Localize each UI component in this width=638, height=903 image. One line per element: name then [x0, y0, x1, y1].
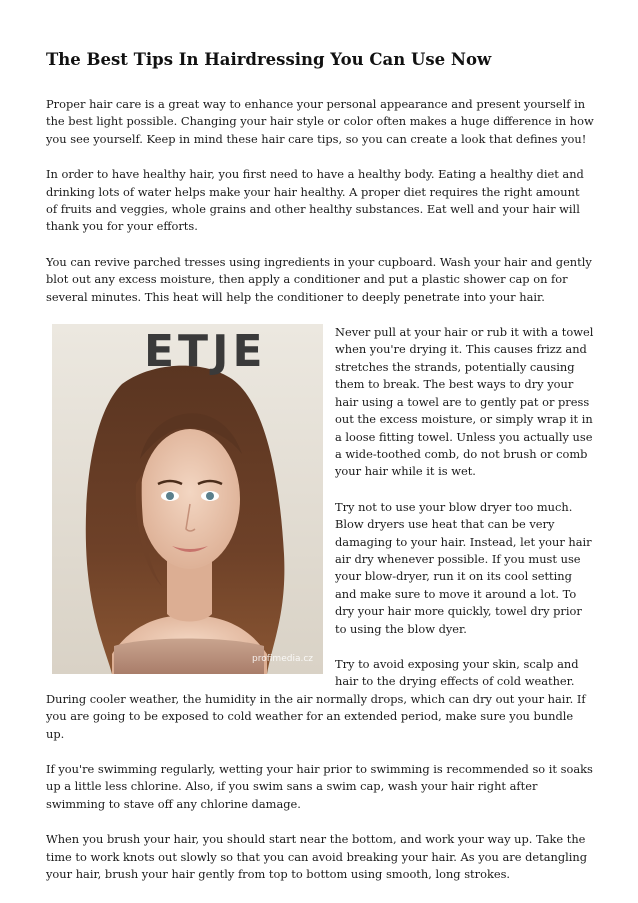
paragraph-brushing: When you brush your hair, you should start near the bottom, and work your way up. Take the time to work knots out slowly so that you can avoid breaking your hair. As you are detangling your hair, brush your hair gently from top to bottom using smooth, long strokes.: [46, 832, 588, 882]
paragraph-intro: Proper hair care is a great way to enhance your personal appearance and present yourself in the best light possible. Changing your hair style or color often makes a huge difference in how you see yourself. Keep in mind these hair care tips, so you can create a look that defines you!: [46, 97, 594, 146]
article: [46, 50, 594, 901]
paragraph-parched-tresses: You can revive parched tresses using ingredients in your cupboard. Wash your hair and gently blot out any excess moisture, then apply a conditioner and put a plastic shower cap on for several minutes. This heat will help the conditioner to deeply penetrate into your hair.: [46, 254, 592, 304]
portrait-photo: [52, 324, 323, 674]
paragraph-swimming: If you're swimming regularly, wetting your hair prior to swimming is recommended so it soaks up a little less chlorine. Also, if you swim sans a swim cap, wash your hair right after swimming to stave off any chlorine damage.: [46, 762, 593, 811]
backdrop-logo: ETJE: [144, 326, 267, 378]
paragraph-cold-weather: Try to avoid exposing your skin, scalp and hair to the drying effects of cold weather. During cooler weather, the humidity in the air normally drops, which can dry out your hair. If you are going to be exposed to cold weather for an extended period, make sure you bundle up.: [46, 656, 586, 741]
paragraph-blow-dryer: Try not to use your blow dryer too much. Blow dryers use heat that can be very damaging to your hair. Instead, let your hair air dry whenever possible. If you must use your blow-dryer, run it on its cool setting and make sure to move it around a lot. To dry your hair more quickly, towel dry prior to using the blow dyer.: [335, 499, 592, 636]
figure-section: [46, 324, 594, 761]
article-title: The Best Tips In Hairdressing You Can Use Now: [46, 50, 492, 69]
paragraph-towel-drying: Never pull at your hair or rub it with a towel when you're drying it. This causes frizz and stretches the strands, potentially causing them to break. The best ways to dry your hair using a towel are to gently pat or press out the excess moisture, or simply wrap it in a loose fitting towel. Unless you actually use a wide-toothed comb, do not brush or comb your hair while it is wet.: [335, 325, 594, 479]
photo-watermark: profimedia.cz: [252, 654, 313, 665]
paragraph-healthy-body: In order to have healthy hair, you first need to have a healthy body. Eating a healthy diet and drinking lots of water helps make your hair healthy. A proper diet requires the right amount of fruits and veggies, whole grains and other healthy substances. Eat well and your hair will thank you for your efforts.: [46, 167, 584, 234]
